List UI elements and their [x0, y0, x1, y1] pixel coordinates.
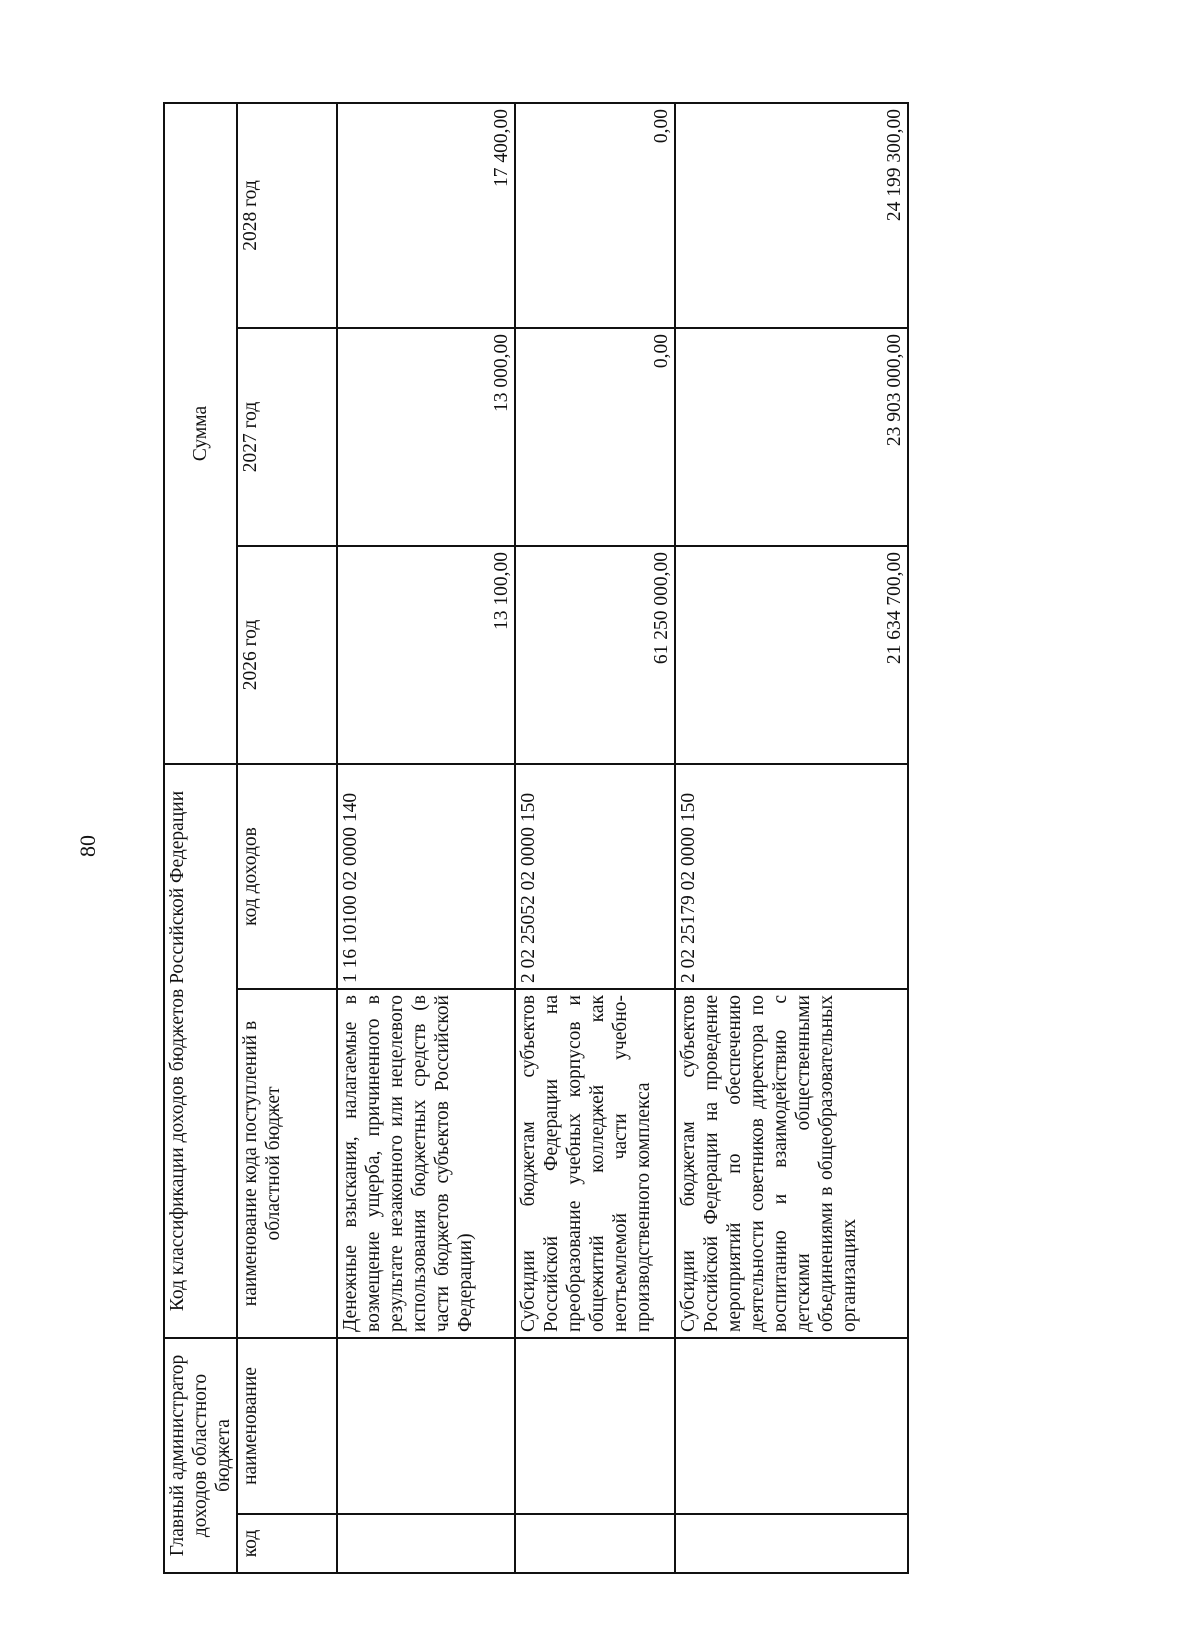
row-income-name: Денежные взыскания, налагаемые в возмещение ущерба, причиненного в результате незаконного или нецелевого использования бюджетных средств (в части бюджетов субъектов Российской Федерации): [337, 989, 515, 1338]
row-admin-name: [337, 1338, 515, 1514]
row-value-2028: 0,00: [515, 103, 675, 328]
header-income-name: наименование кода поступлений в областной бюджет: [237, 989, 337, 1338]
row-income-code: 2 02 25052 02 0000 150: [515, 764, 675, 989]
row-income-code: 1 16 10100 02 0000 140: [337, 764, 515, 989]
header-year-2026: 2026 год: [237, 546, 337, 764]
row-value-2026: 21 634 700,00: [675, 546, 908, 764]
income-classification-table: [163, 102, 909, 1574]
row-value-2027: 13 000,00: [337, 328, 515, 546]
table-row: [675, 103, 908, 1573]
table-row: [337, 103, 515, 1573]
row-income-name: Субсидии бюджетам субъектов Российской Федерации на преобразование учебных корпусов и общежитий колледжей как неотъемлемой части учебно-производственного комплекса: [515, 989, 675, 1338]
row-value-2027: 0,00: [515, 328, 675, 546]
row-admin-name: [515, 1338, 675, 1514]
header-income-code: код доходов: [237, 764, 337, 989]
table-row: [515, 103, 675, 1573]
row-admin-name: [675, 1338, 908, 1514]
header-classification-group: Код классификации доходов бюджетов Российской Федерации: [164, 764, 237, 1338]
row-admin-code: [337, 1514, 515, 1573]
row-value-2028: 17 400,00: [337, 103, 515, 328]
header-admin-group: Главный администратор доходов областного бюджета: [164, 1338, 237, 1573]
row-value-2026: 61 250 000,00: [515, 546, 675, 764]
header-admin-name: наименование: [237, 1338, 337, 1514]
header-admin-code: код: [237, 1514, 337, 1573]
header-sum-group: Сумма: [164, 103, 237, 764]
row-income-name: Субсидии бюджетам субъектов Российской Федерации на проведение мероприятий по обеспечению деятельности советников директора по воспитанию и взаимодействию с детскими общественными объединениями в общеобразовательных организациях: [675, 989, 908, 1338]
header-year-2027: 2027 год: [237, 328, 337, 546]
row-admin-code: [515, 1514, 675, 1573]
row-income-code: 2 02 25179 02 0000 150: [675, 764, 908, 989]
row-value-2027: 23 903 000,00: [675, 328, 908, 546]
header-row-1: [164, 103, 237, 1573]
row-admin-code: [675, 1514, 908, 1573]
header-row-2: [237, 103, 337, 1573]
row-value-2028: 24 199 300,00: [675, 103, 908, 328]
header-year-2028: 2028 год: [237, 103, 337, 328]
page-number: 80: [75, 835, 100, 857]
rotated-table-container: [163, 104, 905, 1574]
row-value-2026: 13 100,00: [337, 546, 515, 764]
